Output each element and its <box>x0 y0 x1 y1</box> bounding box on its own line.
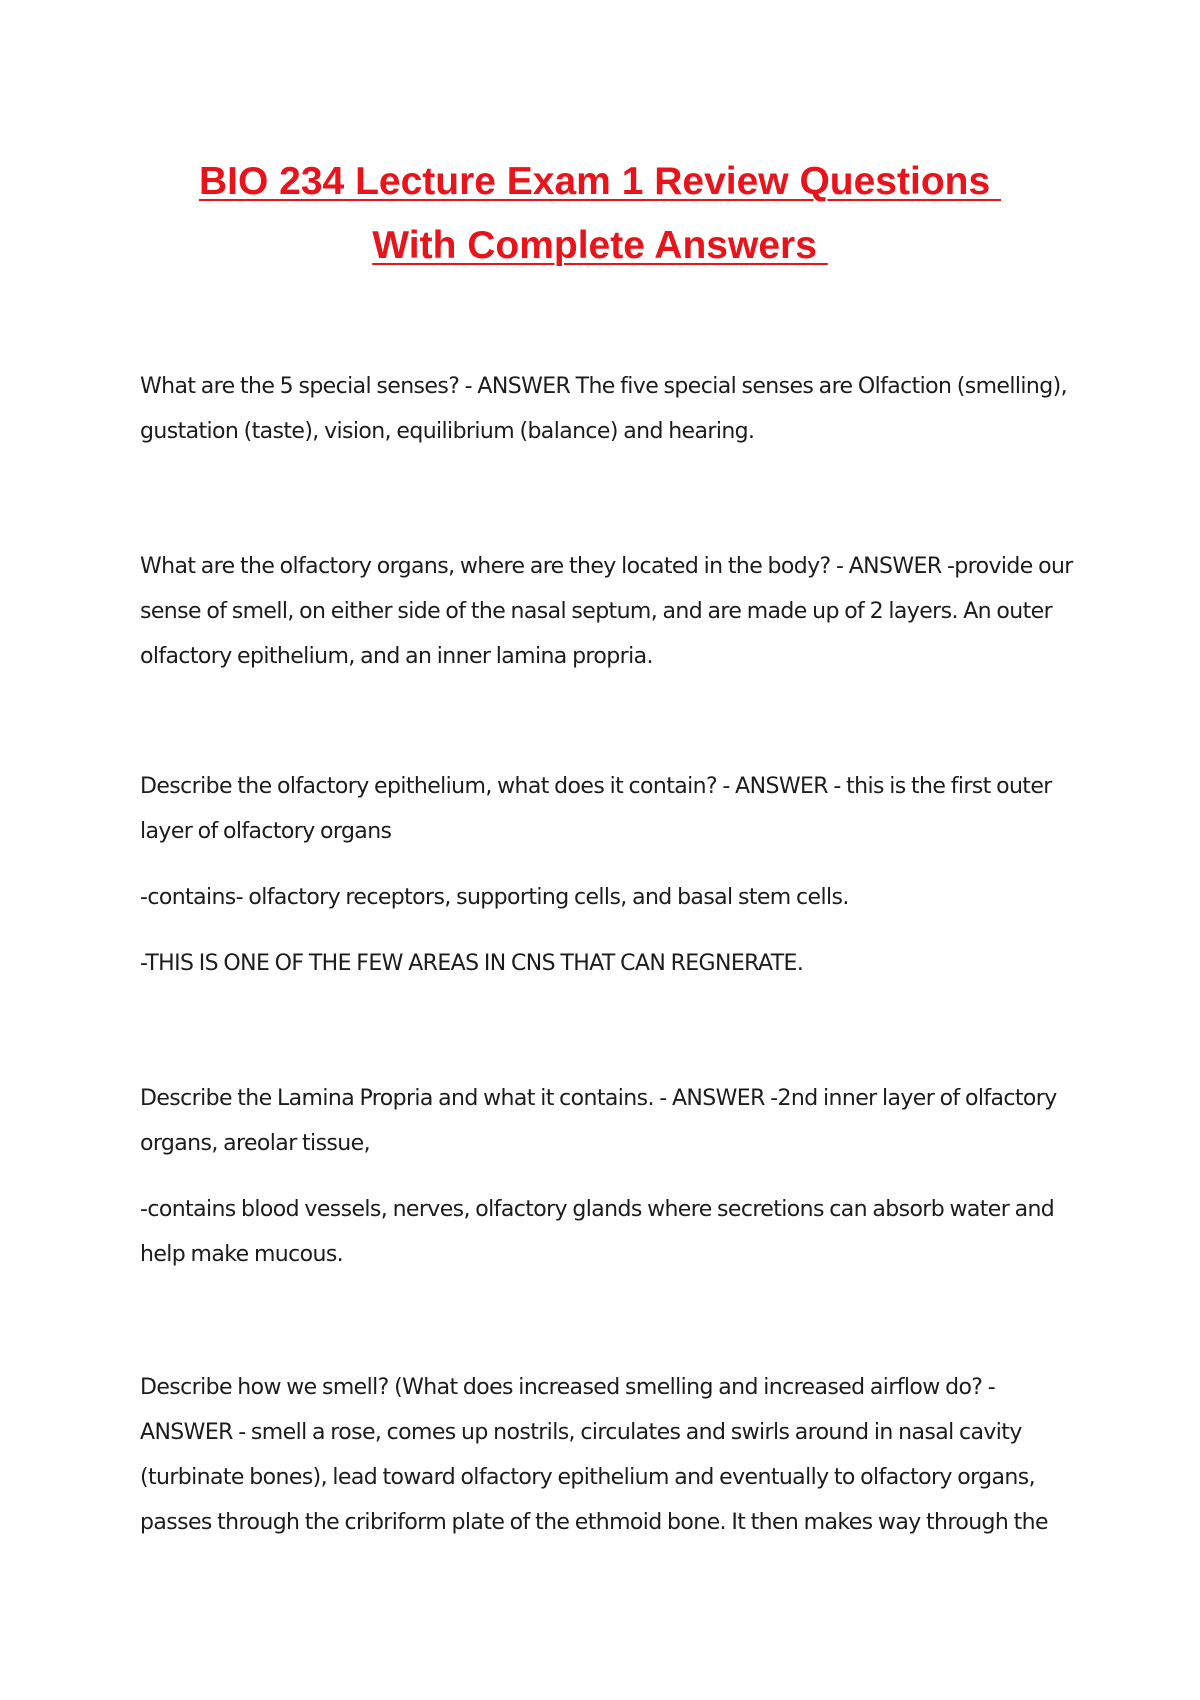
qa-paragraph: -contains blood vessels, nerves, olfactory glands where secretions can absorb water and help make mucous. <box>140 1197 1055 1267</box>
qa-paragraph: Describe how we smell? (What does increased smelling and increased airflow do? - ANSWER - smell a rose, comes up nostrils, circulates and swirls around in nasal cavity (turbinate bones), lead toward olfactory epithelium and eventually to olfactory organs, passes through the cribriform plate of the ethmoid bone. It then makes way through the <box>140 1375 1048 1535</box>
title-line-2-text: With Complete Answers <box>372 224 828 267</box>
qa-paragraph: What are the 5 special senses? - ANSWER The five special senses are Olfaction (smelling), gustation (taste), vision, equilibrium (balance) and hearing. <box>140 374 1067 444</box>
qa-paragraph: -contains- olfactory receptors, supporting cells, and basal stem cells. <box>140 885 849 910</box>
qa-paragraph: -THIS IS ONE OF THE FEW AREAS IN CNS THAT CAN REGNERATE. <box>140 951 804 976</box>
title-line-1-text: BIO 234 Lecture Exam 1 Review Questions <box>199 160 1001 203</box>
qa-entry-special-senses <box>140 364 1080 454</box>
qa-paragraph: Describe the olfactory epithelium, what does it contain? - ANSWER - this is the first outer layer of olfactory organs <box>140 774 1052 844</box>
qa-paragraph: Describe the Lamina Propria and what it contains. - ANSWER -2nd inner layer of olfactory organs, areolar tissue, <box>140 1086 1057 1156</box>
qa-entry-olfactory-epithelium <box>140 764 1080 986</box>
qa-paragraph: What are the olfactory organs, where are they located in the body? - ANSWER -provide our sense of smell, on either side of the nasal septum, and are made up of 2 layers. An outer olfactory epithelium, and an inner lamina propria. <box>140 554 1073 669</box>
document-title <box>0 150 1200 278</box>
qa-entry-how-we-smell <box>140 1365 1080 1545</box>
qa-entry-lamina-propria <box>140 1076 1080 1277</box>
qa-entry-olfactory-organs <box>140 544 1080 679</box>
document-body <box>140 364 1080 1545</box>
title-line-1 <box>0 150 1200 214</box>
title-line-2 <box>0 214 1200 278</box>
